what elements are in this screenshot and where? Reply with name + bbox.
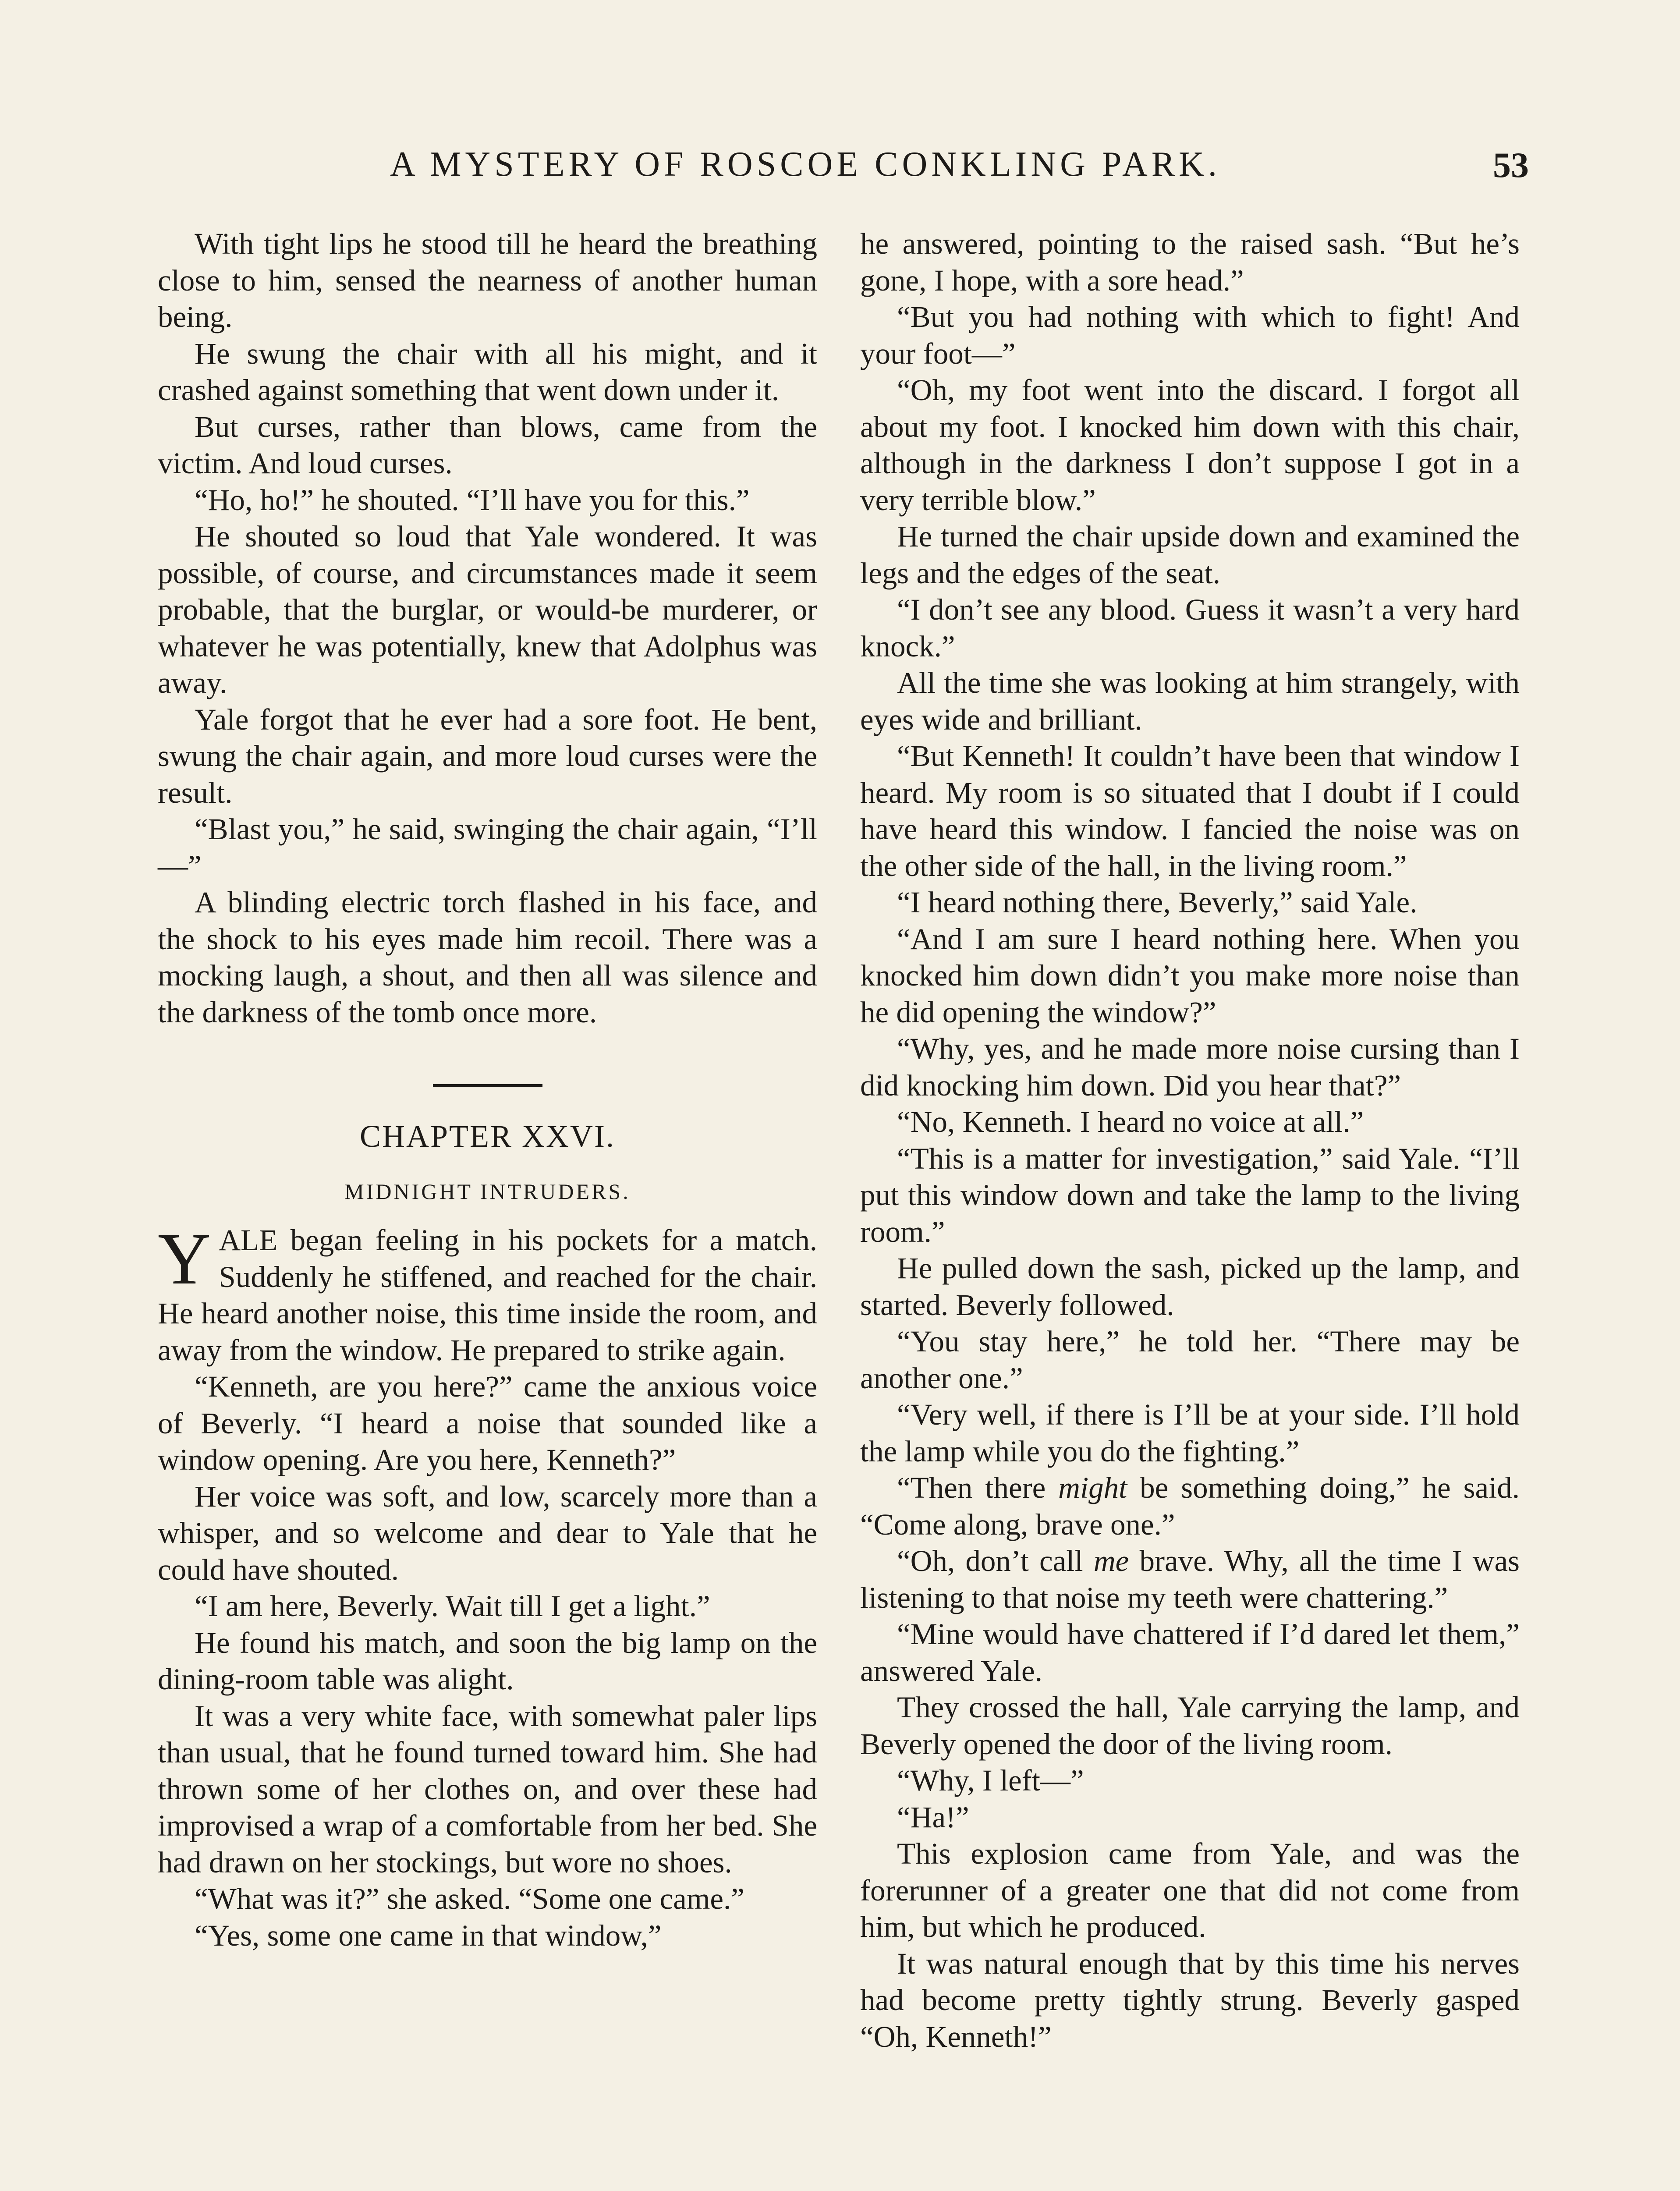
paragraph: “I don’t see any blood. Guess it wasn’t a very hard knock.” xyxy=(860,593,1520,663)
text-run: “Oh, don’t call xyxy=(897,1544,1094,1578)
paragraph-might xyxy=(860,1470,1520,1543)
paragraph: “Why, yes, and he made more noise cursing than I did knocking him down. Did you hear that?” xyxy=(860,1032,1520,1102)
paragraph: “I heard nothing there, Beverly,” said Yale. xyxy=(897,886,1418,919)
paragraph: He swung the chair with all his might, and it crashed against something that went down under it. xyxy=(158,337,817,407)
paragraph: It was a very white face, with somewhat paler lips than usual, that he found turned toward him. She had thrown some of her clothes on, and over these had improvised a wrap of a comfortable from her bed. She had drawn on her stockings, but wore no shoes. xyxy=(158,1699,817,1879)
text-run: “Then there xyxy=(897,1471,1059,1504)
drop-cap: Y xyxy=(158,1218,211,1300)
page-header xyxy=(158,145,1529,197)
paragraph: “I am here, Beverly. Wait till I get a light.” xyxy=(195,1589,710,1623)
paragraph: Her voice was soft, and low, scarcely more than a whisper, and so welcome and dear to Yale that he could have shouted. xyxy=(158,1479,817,1586)
page-number: 53 xyxy=(1493,145,1529,185)
paragraph: “Ha!” xyxy=(897,1800,969,1834)
left-column xyxy=(158,226,817,1954)
paragraph: They crossed the hall, Yale carrying the lamp, and Beverly opened the door of the living room. xyxy=(860,1691,1520,1761)
right-column xyxy=(860,226,1520,2055)
paragraph: “But you had nothing with which to fight! And your foot—” xyxy=(860,300,1520,370)
paragraph: “Very well, if there is I’ll be at your side. I’ll hold the lamp while you do the fighting.” xyxy=(860,1398,1520,1468)
italic-emphasis: might xyxy=(1058,1471,1127,1504)
paragraph: A blinding electric torch flashed in his face, and the shock to his eyes made him recoil. There was a mocking laugh, a shout, and then all was silence and the darkness of the tomb once more. xyxy=(158,886,817,1029)
text-run: be something doing,” he said. “Come along, brave one.” xyxy=(860,1471,1520,1541)
chapter-opening-paragraph xyxy=(158,1218,817,1368)
paragraph: “Kenneth, are you here?” came the anxious voice of Beverly. “I heard a noise that sounded like a window opening. Are you here, Kenneth?” xyxy=(158,1370,817,1476)
running-title: A MYSTERY OF ROSCOE CONKLING PARK. xyxy=(390,145,1221,184)
paragraph: He pulled down the sash, picked up the lamp, and started. Beverly followed. xyxy=(860,1251,1520,1322)
opening-text: ALE began feeling in his pockets for a match. Suddenly he stiffened, and reached for the chair. He heard another noise, this time inside the room, and away from the window. He prepared to strike again. xyxy=(158,1223,817,1367)
paragraph: All the time she was looking at him strangely, with eyes wide and brilliant. xyxy=(860,666,1520,736)
paragraph: It was natural enough that by this time his nerves had become pretty tightly strung. Beverly gasped “Oh, Kenneth!” xyxy=(860,1946,1520,2053)
paragraph: “No, Kenneth. I heard no voice at all.” xyxy=(897,1105,1364,1138)
paragraph: “You stay here,” he told her. “There may be another one.” xyxy=(860,1325,1520,1395)
text-run: brave. Why, all the time I was listening to that noise my teeth were chattering.” xyxy=(860,1544,1520,1614)
paragraph: But curses, rather than blows, came from the victim. And loud curses. xyxy=(158,410,817,480)
paragraph: “Blast you,” he said, swinging the chair again, “I’ll—” xyxy=(158,812,817,883)
paragraph: “Mine would have chattered if I’d dared let them,” answered Yale. xyxy=(860,1617,1520,1688)
paragraph: With tight lips he stood till he heard the breathing close to him, sensed the nearness of another human being. xyxy=(158,227,817,333)
paragraph: Yale forgot that he ever had a sore foot. He bent, swung the chair again, and more loud curses were the result. xyxy=(158,702,817,809)
paragraph: “Yes, some one came in that window,” xyxy=(195,1918,662,1952)
paragraph: This explosion came from Yale, and was the forerunner of a greater one that did not come from him, but which he produced. xyxy=(860,1837,1520,1943)
continued-paragraph: he answered, pointing to the raised sash. “But he’s gone, I hope, with a sore head.” xyxy=(860,227,1520,297)
paragraph: “Why, I left—” xyxy=(897,1764,1084,1797)
chapter-title: CHAPTER XXVI. xyxy=(359,1119,615,1154)
paragraph: “And I am sure I heard nothing here. When you knocked him down didn’t you make more noise than he did opening the window?” xyxy=(860,922,1520,1029)
chapter-divider-rule xyxy=(433,1084,542,1087)
paragraph: “What was it?” she asked. “Some one came.” xyxy=(195,1882,744,1915)
paragraph: “This is a matter for investigation,” said Yale. “I’ll put this window down and take the lamp to the living room.” xyxy=(860,1142,1520,1248)
chapter-subtitle: MIDNIGHT INTRUDERS. xyxy=(344,1179,631,1204)
paragraph: “Ho, ho!” he shouted. “I’ll have you for this.” xyxy=(195,483,750,517)
italic-emphasis: me xyxy=(1093,1544,1129,1578)
paragraph: He shouted so loud that Yale wondered. It was possible, of course, and circumstances made it seem probable, that the burglar, or would-be murderer, or whatever he was potentially, knew that Adolphus was away. xyxy=(158,520,817,699)
paragraph: He found his match, and soon the big lamp on the dining-room table was alight. xyxy=(158,1626,817,1696)
paragraph: “Oh, my foot went into the discard. I forgot all about my foot. I knocked him down with this chair, although in the darkness I don’t suppose I got in a very terrible blow.” xyxy=(860,373,1520,517)
paragraph: He turned the chair upside down and examined the legs and the edges of the seat. xyxy=(860,520,1520,590)
paragraph-me xyxy=(860,1543,1520,1616)
paragraph: “But Kenneth! It couldn’t have been that window I heard. My room is so situated that I doubt if I could have heard this window. I fancied the noise was on the other side of the hall, in the living room.” xyxy=(860,739,1520,883)
